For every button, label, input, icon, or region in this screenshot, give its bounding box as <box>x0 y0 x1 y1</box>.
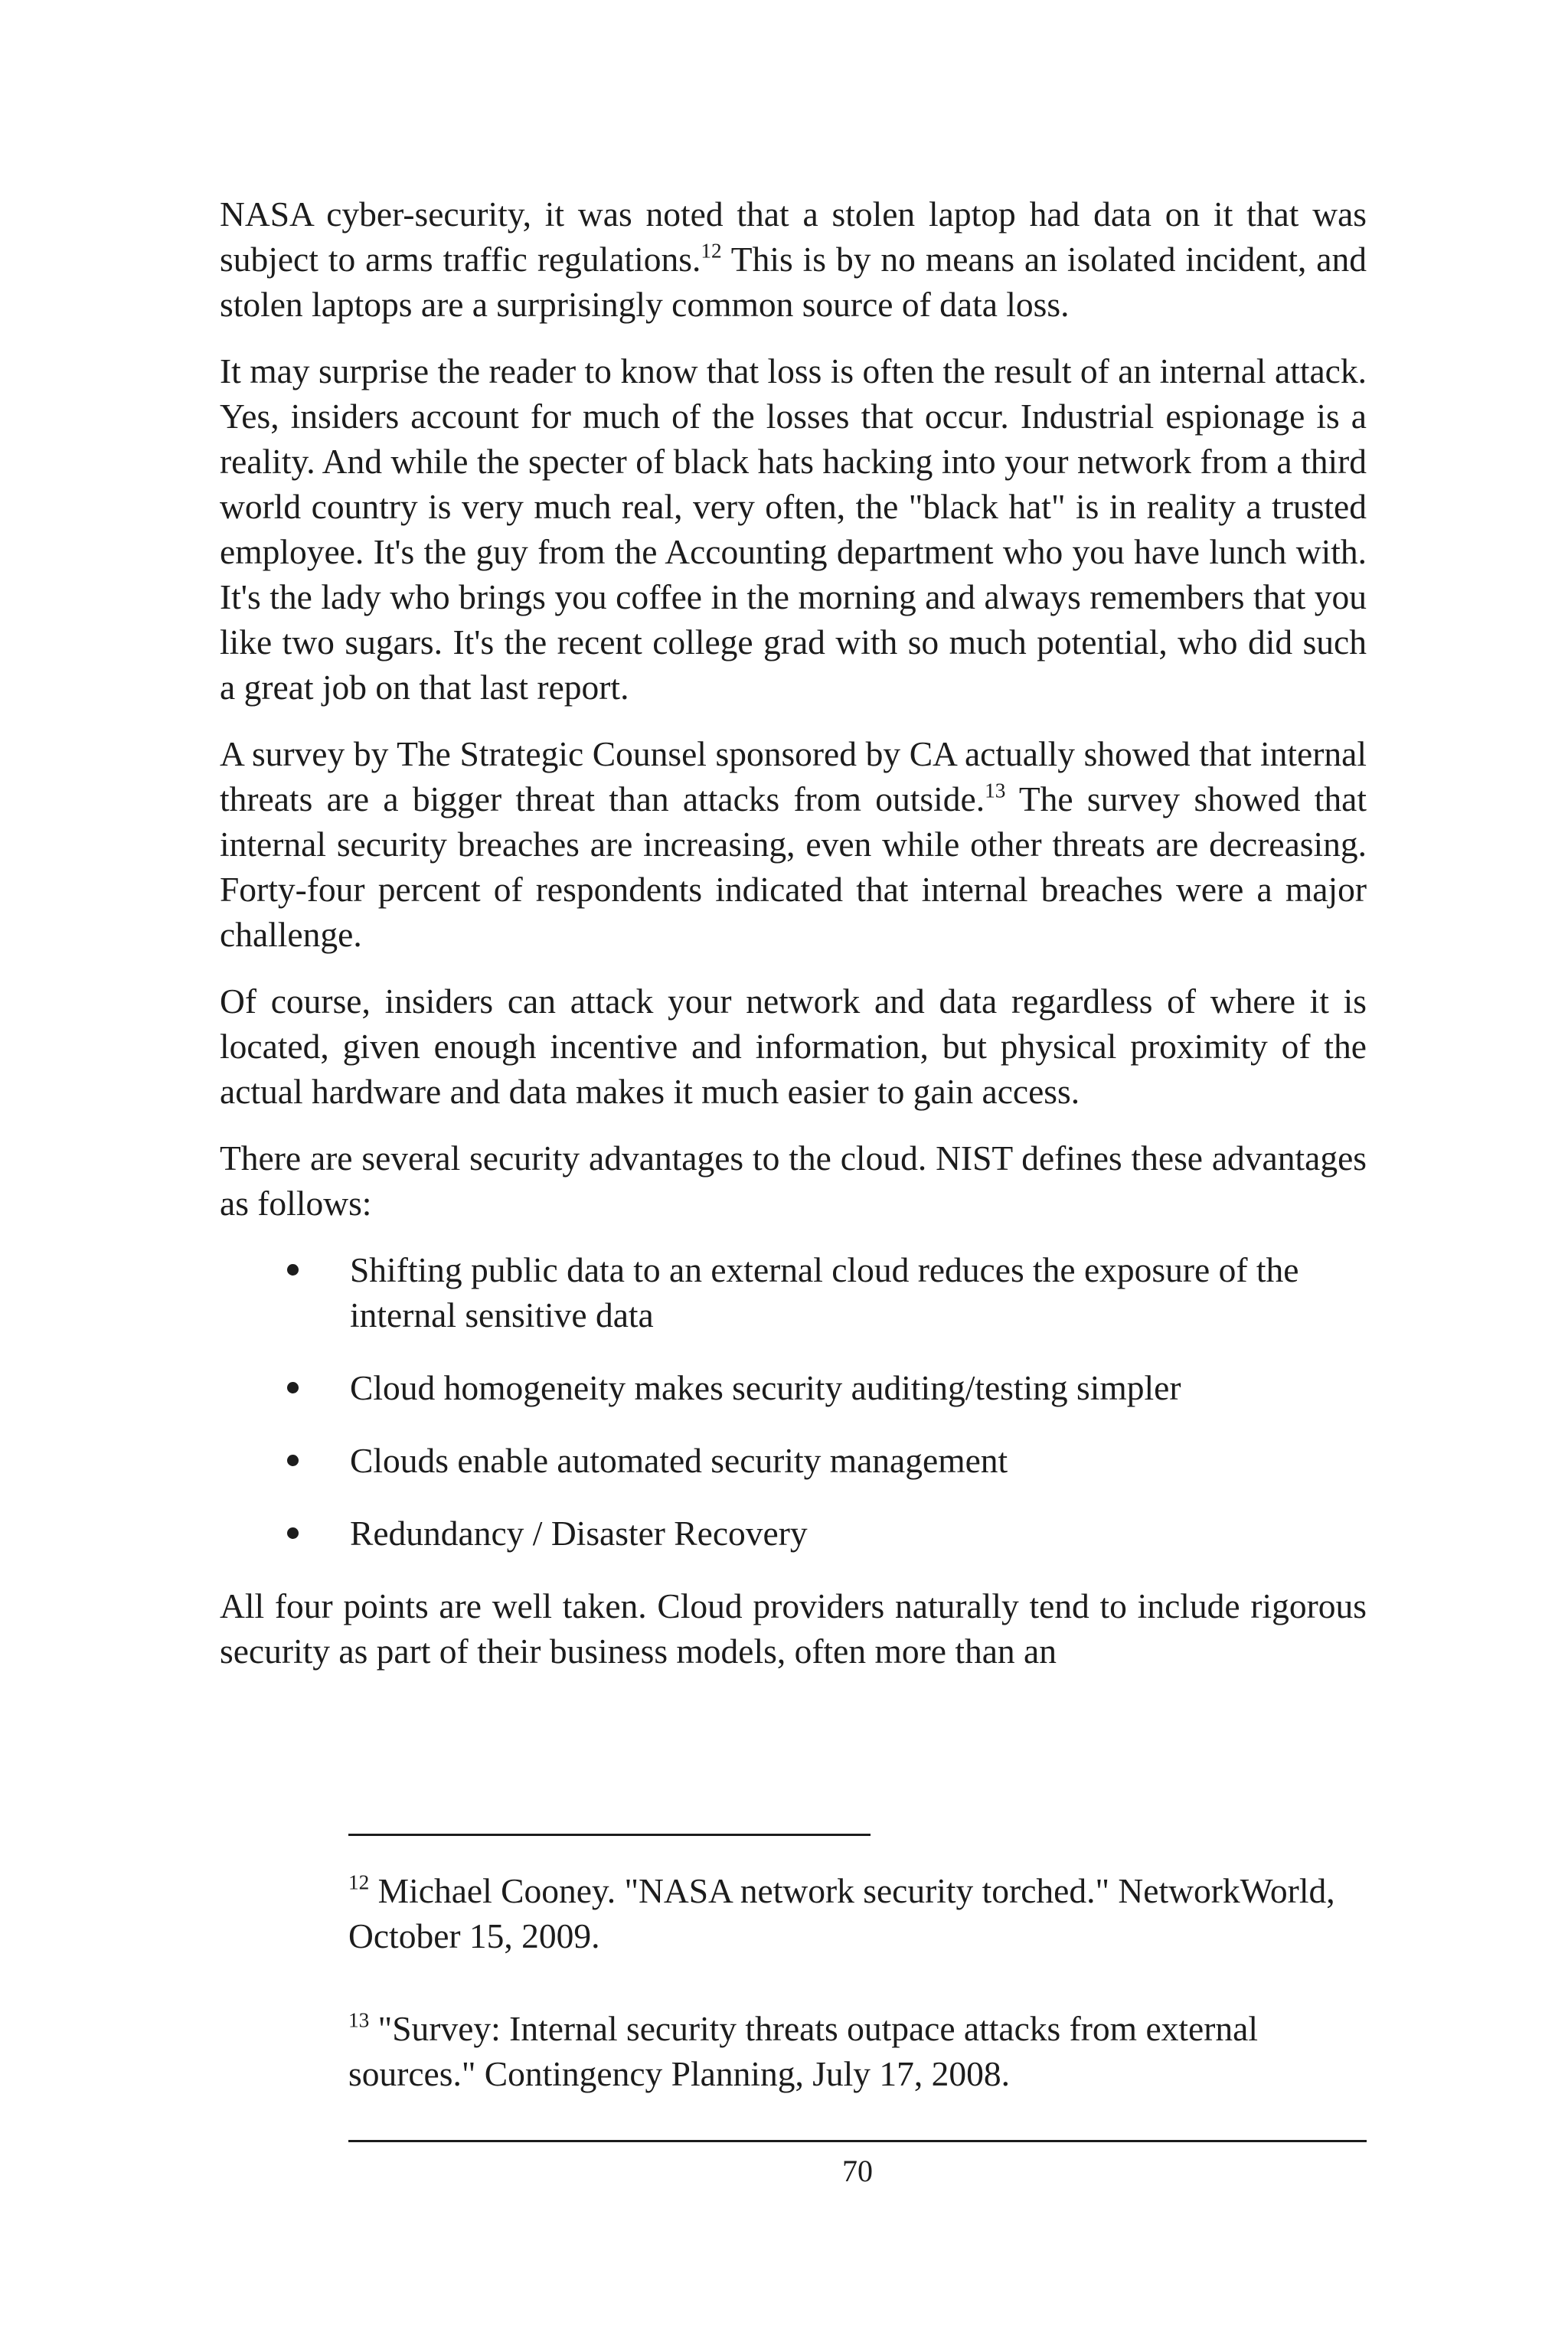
paragraph-4: Of course, insiders can attack your network and data regardless of where it is located, given enough incentive and information, but physical proximity of the actual hardware and data makes it much easier to gain access. <box>220 982 1367 1111</box>
footnote-text: "Survey: Internal security threats outpace attacks from external sources." Contingency Planning, July 17, 2008. <box>348 2009 1258 2093</box>
footnote-number: 13 <box>348 2008 370 2032</box>
paragraph-1-text-b: This is by no means an isolated incident, and stolen laptops are a surprisingly common source of data loss. <box>220 240 1367 324</box>
paragraph-3 <box>220 731 1367 957</box>
footnotes <box>348 1868 1367 2144</box>
paragraph-5: There are several security advantages to the cloud. NIST defines these advantages as follows: <box>220 1138 1367 1223</box>
list-item-text: Shifting public data to an external cloud reduces the exposure of the internal sensitive data <box>350 1250 1299 1334</box>
list-item-text: Clouds enable automated security management <box>350 1441 1008 1480</box>
paragraph-3-text-a: A survey by The Strategic Counsel sponsored by CA actually showed that internal threats are a bigger threat than attacks from outside. <box>220 734 1367 818</box>
bullet-icon <box>287 1527 299 1539</box>
footnote-text: Michael Cooney. "NASA network security torched." NetworkWorld, October 15, 2009. <box>348 1871 1335 1955</box>
list-item <box>220 1438 1367 1483</box>
paragraph-1 <box>220 191 1367 327</box>
page-number: 70 <box>842 2154 873 2188</box>
bullet-icon <box>287 1264 299 1276</box>
paragraph-3-text-b: The survey showed that internal security breaches are increasing, even while other threats are decreasing. Forty-four percent of respondents indicated that internal breaches were a major challenge. <box>220 779 1367 954</box>
bullet-icon <box>287 1455 299 1466</box>
list-item-text: Redundancy / Disaster Recovery <box>350 1514 808 1553</box>
footnote-ref-12: 12 <box>701 239 722 263</box>
footnote-number: 12 <box>348 1870 370 1894</box>
paragraph-1-text-a: NASA cyber-security, it was noted that a stolen laptop had data on it that was subject to arms traffic regulations. <box>220 194 1367 279</box>
paragraph-2: It may surprise the reader to know that loss is often the result of an internal attack. Yes, insiders account for much of the losses that occur. Industrial espionage is a reality. And while the specter of black hats hacking into your network from a third world country is very much real, very often, the "black hat" is in reality a trusted employee. It's the guy from the Accounting department who you have lunch with. It's the lady who brings you coffee in the morning and always remembers that you like two sugars. It's the recent college grad with so much potential, who did such a great job on that last report. <box>220 351 1367 707</box>
list-item <box>220 1365 1367 1410</box>
advantages-list <box>220 1247 1367 1556</box>
list-item-text: Cloud homogeneity makes security auditing/testing simpler <box>350 1368 1181 1407</box>
footnote-ref-13: 13 <box>985 779 1006 802</box>
list-item <box>220 1247 1367 1338</box>
page-body <box>220 191 1367 1695</box>
page-footer-divider <box>348 2140 1367 2142</box>
closing-paragraph: All four points are well taken. Cloud providers naturally tend to include rigorous security as part of their business models, often more than an <box>220 1586 1367 1671</box>
list-item <box>220 1511 1367 1556</box>
footnote-12 <box>348 1868 1367 1958</box>
bullet-icon <box>287 1382 299 1393</box>
footnote-divider <box>348 1834 871 1836</box>
footnote-13 <box>348 2006 1367 2096</box>
